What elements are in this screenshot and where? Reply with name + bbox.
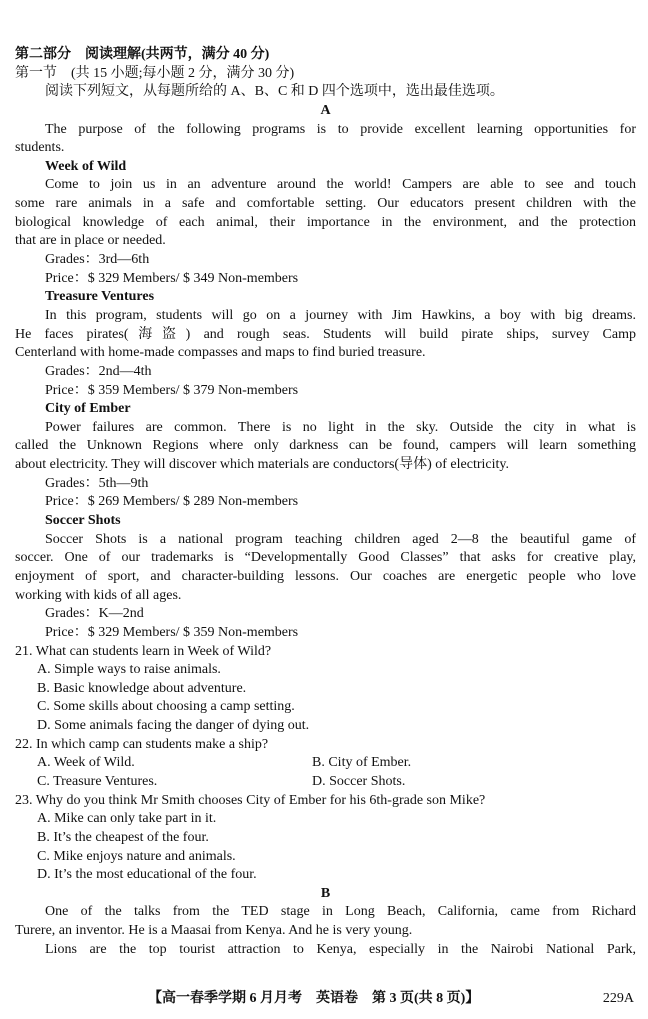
- passage-b-text: Turere, an inventor. He is a Maasai from Kenya. And he is very young.: [15, 923, 413, 939]
- exam-page: [15, 46, 636, 959]
- program-title: Week of Wild: [45, 158, 127, 174]
- answer-option: B. Basic knowledge about adventure.: [37, 680, 247, 696]
- program-grades: Grades：K—2nd: [45, 606, 144, 622]
- answer-option: C. Mike enjoys nature and animals.: [37, 848, 236, 864]
- passage-a-label: A: [320, 102, 331, 118]
- program-text: about electricity. They will discover which materials are conductors(导体) of electricity.: [15, 457, 509, 473]
- program-price: Price：$ 329 Members/ $ 349 Non-members: [45, 270, 299, 286]
- passage-b-text: Lions are the top tourist attraction to Kenya, especially in the Nairobi National Park,: [45, 941, 636, 957]
- program-text: some rare animals in a safe and comfortable setting. Our educators present children with the: [15, 196, 636, 212]
- program-grades: Grades：5th—9th: [45, 475, 149, 491]
- program-title: City of Ember: [45, 401, 131, 417]
- program-grades: Grades：3rd—6th: [45, 252, 150, 268]
- answer-option: D. Some animals facing the danger of dying out.: [37, 718, 310, 734]
- program-text: called the Unknown Regions where only darkness can be found, campers will learn something: [15, 438, 636, 454]
- answer-option: B. It’s the cheapest of the four.: [37, 829, 209, 845]
- question-stem: 21. What can students learn in Week of Wild?: [15, 643, 272, 659]
- program-text: Power failures are common. There is no light in the sky. Outside the city in what is: [45, 419, 636, 435]
- program-title: Soccer Shots: [45, 513, 121, 529]
- program-text: Centerland with home-made compasses and maps to find buried treasure.: [15, 345, 426, 361]
- section-heading: 第一节 (共 15 小题;每小题 2 分，满分 30 分): [15, 65, 295, 81]
- answer-row: [15, 754, 636, 773]
- program-text: soccer. One of our trademarks is “Developmentally Good Classes” that asks for creative play,: [15, 550, 636, 566]
- answer-row: [15, 773, 636, 792]
- program-price: Price：$ 359 Members/ $ 379 Non-members: [45, 382, 299, 398]
- footer-title: 【高一春季学期 6 月月考 英语卷 第 3 页(共 8 页)】: [148, 991, 480, 1006]
- question-stem: 23. Why do you think Mr Smith chooses City of Ember for his 6th-grade son Mike?: [15, 792, 486, 808]
- passage-a-intro: students.: [15, 140, 65, 156]
- passage-a-intro: The purpose of the following programs is to provide excellent learning opportunities for: [45, 121, 636, 137]
- paper-code: 229A: [602, 991, 634, 1006]
- program-text: Soccer Shots is a national program teaching children aged 2—8 the beautiful game of: [45, 531, 636, 547]
- program-price: Price：$ 269 Members/ $ 289 Non-members: [45, 494, 299, 510]
- answer-option: D. Soccer Shots.: [312, 773, 406, 789]
- passage-b-label: B: [320, 885, 331, 901]
- program-text: Come to join us in an adventure around the world! Campers are able to see and touch: [45, 177, 636, 193]
- program-grades: Grades：2nd—4th: [45, 363, 152, 379]
- program-price: Price：$ 329 Members/ $ 359 Non-members: [45, 624, 299, 640]
- program-text: enjoyment of sport, and character-building lessons. Our coaches are energetic people who love: [15, 568, 636, 584]
- program-text: In this program, students will go on a journey with Jim Hawkins, a boy with big dreams.: [45, 307, 636, 323]
- answer-option: A. Mike can only take part in it.: [37, 811, 217, 827]
- instruction: 阅读下列短文，从每题所给的 A、B、C 和 D 四个选项中，选出最佳选项。: [45, 84, 504, 100]
- answer-option: C. Some skills about choosing a camp setting.: [37, 699, 295, 715]
- answer-option: C. Treasure Ventures.: [37, 773, 158, 789]
- program-text: biological knowledge of each animal, their importance in the environment, and the protection: [15, 214, 636, 230]
- program-title: Treasure Ventures: [45, 289, 155, 305]
- answer-option: A. Week of Wild.: [37, 755, 135, 771]
- page-footer: [0, 989, 648, 1009]
- passage-b-text: One of the talks from the TED stage in Long Beach, California, came from Richard: [45, 904, 636, 920]
- answer-option: D. It’s the most educational of the four.: [37, 867, 257, 883]
- program-text: He faces pirates(海盗) and rough seas. Students will build pirate ships, survey Camp: [15, 326, 636, 342]
- question-stem: 22. In which camp can students make a ship?: [15, 736, 269, 752]
- program-text: that are in place or needed.: [15, 233, 166, 249]
- program-text: working with kids of all ages.: [15, 587, 182, 603]
- answer-option: B. City of Ember.: [312, 755, 412, 771]
- answer-option: A. Simple ways to raise animals.: [37, 662, 221, 678]
- part-heading: 第二部分 阅读理解(共两节，满分 40 分): [15, 47, 270, 62]
